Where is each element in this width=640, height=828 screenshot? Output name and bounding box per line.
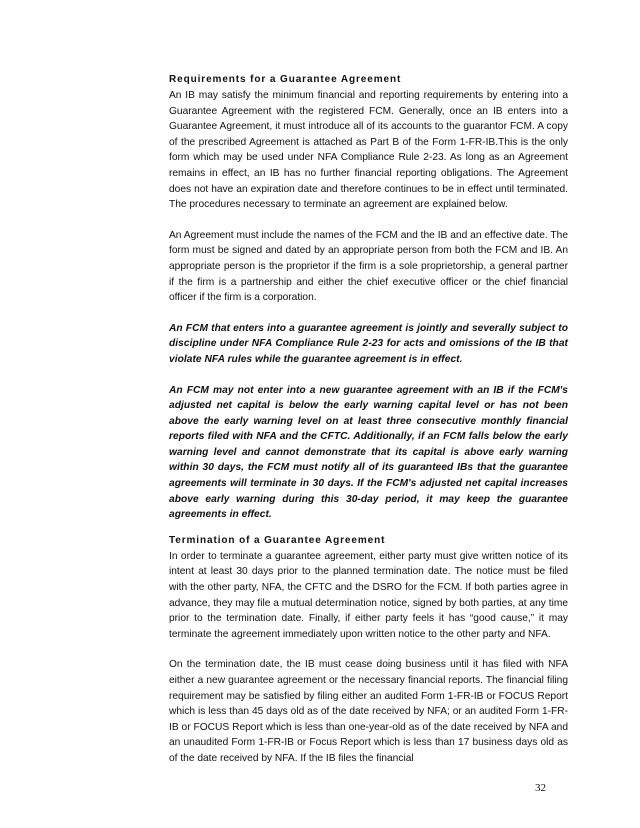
paragraph-guarantee-overview: An IB may satisfy the minimum financial and reporting requirements by entering into a Guarantee Agreement with the registered FCM. Generally, once an IB enters into a Guarantee Agreement, it must introduce all of its accounts to the guarantor FCM. A copy of the prescribed Agreement is attached as Part B of the Form 1-FR-IB.This is the only form which may be used under NFA Compliance Rule 2-23. As long as an Agreement remains in effect, an IB has no further financial reporting obligations. The Agreement does not have an expiration date and therefore continues to be in effect until terminated. The procedures necessary to terminate an agreement are explained below.	[169, 90, 568, 211]
paragraph-agreement-contents: An Agreement must include the names of the FCM and the IB and an effective date. The form must be signed and dated by an appropriate person from both the FCM and IB. An appropriate person is the proprietor if the firm is a sole proprietorship, a general partner if the firm is a partnership and either the chief executive officer or the chief financial officer if the firm is a corporation.	[169, 229, 568, 304]
document-page	[169, 72, 568, 767]
paragraph-termination-notice: In order to terminate a guarantee agreement, either party must give written notice of its intent at least 30 days prior to the planned termination date. The notice must be filed with the other party, NFA, the CFTC and the DSRO for the FCM. If both parties agree in advance, they may file a mutual determination notice, signed by both parties, at any time prior to the termination date. Finally, if either party feels it has “good cause,” it may terminate the agreement immediately upon written notice to the other party and NFA.	[169, 550, 568, 640]
paragraph-fcm-capital-restrictions: An FCM may not enter into a new guarantee agreement with an IB if the FCM's adjusted net capital is below the early warning capital level or has not been above the early warning level on at least three consecutive monthly financial reports filed with NFA and the CFTC. Additionally, if an FCM falls below the early warning level and cannot demonstrate that its capital is above early warning within 30 days, the FCM must notify all of its guaranteed IBs that the guarantee agreements will terminate in 30 days. If the FCM's adjusted net capital increases above early warning during this 30-day period, it may keep the guarantee agreements in effect.	[169, 384, 568, 521]
paragraph-fcm-liability: An FCM that enters into a guarantee agreement is jointly and severally subject to discipline under NFA Compliance Rule 2-23 for acts and omissions of the IB that violate NFA rules while the guarantee agreement is in effect.	[169, 322, 568, 365]
section-heading-termination: Termination of a Guarantee Agreement	[169, 534, 386, 546]
page-number: 32	[535, 782, 546, 794]
section-heading-guarantee-requirements: Requirements for a Guarantee Agreement	[169, 74, 402, 85]
paragraph-termination-date: On the termination date, the IB must cease doing business until it has filed with NFA either a new guarantee agreement or the necessary financial reports. The financial filing requirement may be satisfied by filing either an audited Form 1-FR-IB or FOCUS Report which is less than 45 days old as of the date received by NFA; or an audited Form 1-FR-IB or FOCUS Report which is less than one-year-old as of the date received by NFA and an unaudited Form 1-FR-IB or Focus Report which is less than 17 business days old as of the date received by NFA. If the IB files the financial	[169, 659, 568, 764]
